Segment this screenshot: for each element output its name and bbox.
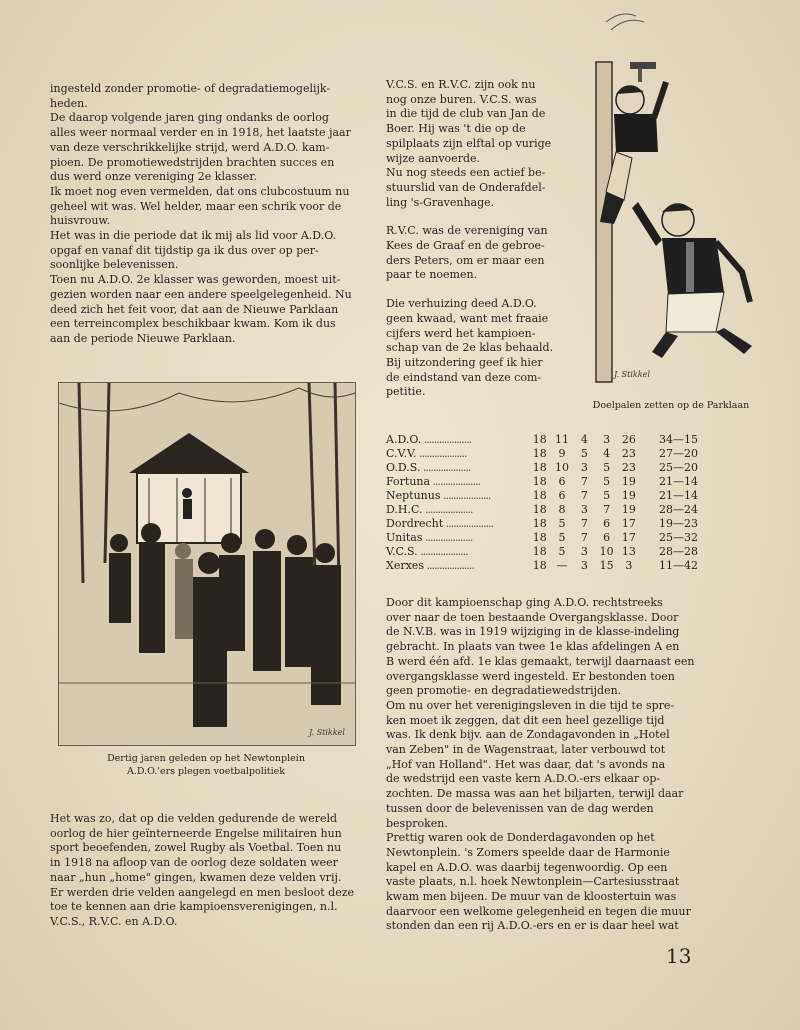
played: 18 (532, 488, 547, 502)
team-name: V.C.S. (386, 545, 418, 559)
text-line: dus werd onze vereniging 2e klasser. (50, 170, 257, 184)
points: 23 (621, 460, 636, 474)
goal-record: 11—42 (659, 559, 698, 573)
goalpost-sketch (566, 2, 776, 388)
page-number: 13 (666, 944, 692, 968)
text-line: stonden dan een rij A.D.O.-ers en er is daar heel wat (386, 919, 679, 933)
team-cell (386, 446, 529, 460)
text-line: Nu nog steeds een actief be- (386, 166, 546, 180)
leader-dots: ................... (443, 517, 494, 531)
text-line: in die tijd de club van Jan de (386, 107, 546, 121)
goal-record: 21—14 (659, 488, 698, 502)
text-line: in 1918 na afloop van de oorlog deze soldaten weer (50, 856, 338, 870)
text-line: naar „hun „home" gingen, kwamen deze velden vrij. (50, 870, 342, 884)
goal-record: 27—20 (659, 446, 698, 460)
drawn: 4 (580, 432, 588, 446)
text-line: Het was in die periode dat ik mij als lid voor A.D.O. (50, 229, 337, 243)
text-line: gebracht. In plaats van twee 1e klas afdelingen A en (386, 640, 680, 654)
team-name: D.H.C. (386, 503, 423, 517)
text-line: geen promotie- en degradatiewedstrijden. (386, 684, 622, 698)
leader-dots: ................... (420, 460, 471, 474)
standings-row (386, 517, 698, 531)
leader-dots: ................... (440, 488, 491, 502)
text-line: Toen nu A.D.O. 2e klasser was geworden, moest uit- (50, 273, 341, 287)
text-line: Die verhuizing deed A.D.O. (386, 297, 537, 311)
text-line: ders Peters, om er maar een (386, 253, 545, 267)
won: 6 (558, 488, 566, 502)
text-line: wijze aanvoerde. (386, 151, 480, 165)
points: 17 (621, 517, 636, 531)
text-line: toe te kennen aan drie kampioensverenigingen, n.l. (50, 900, 338, 914)
drawn: 7 (580, 517, 588, 531)
goalpost-drawing (566, 2, 776, 388)
team-cell (386, 545, 529, 559)
won: 11 (555, 432, 570, 446)
team-name: O.D.S. (386, 460, 421, 474)
team-cell (386, 460, 529, 474)
won: — (556, 559, 568, 573)
text-line: opgaf en vanaf dit tijdstip ga ik dus over op per- (50, 243, 319, 257)
team-cell (386, 488, 529, 502)
played: 18 (532, 474, 547, 488)
text-line: sport beoefenden, zowel Rugby als Voetbal. Toen nu (50, 841, 342, 855)
caption-line: Dertig jaren geleden op het Newtonplein (107, 753, 305, 764)
played: 18 (532, 545, 547, 559)
leader-dots: ................... (417, 545, 468, 559)
text-line: kapel en A.D.O. was daarbij tegenwoordig. Op een (386, 860, 668, 874)
text-line: De daarop volgende jaren ging ondanks de oorlog (50, 111, 329, 125)
text-line: Prettig waren ook de Donderdagavonden op het (386, 831, 655, 845)
text-line: petitie. (386, 385, 426, 399)
text-line: de wedstrijd een vaste kern A.D.O.-ers elkaar op- (386, 772, 661, 786)
text-line: heden. (50, 96, 88, 110)
standings-table (386, 432, 698, 573)
text-line: paar te noemen. (386, 268, 478, 282)
team-name: A.D.O. (386, 432, 422, 446)
won: 5 (558, 545, 566, 559)
leader-dots: ................... (416, 446, 467, 460)
won: 9 (558, 446, 566, 460)
team-cell (386, 531, 529, 545)
standings-row (386, 545, 698, 559)
lost: 5 (603, 488, 611, 502)
goal-record: 28—28 (659, 545, 698, 559)
text-line: de eindstand van deze com- (386, 370, 542, 384)
points: 19 (621, 488, 636, 502)
text-line: Bij uitzondering geef ik hier (386, 355, 543, 369)
text-line: besproken. (386, 816, 448, 830)
text-line: ling 's-Gravenhage. (386, 195, 495, 209)
standings-row (386, 432, 698, 446)
drawn: 3 (580, 559, 588, 573)
team-name: Neptunus (386, 488, 441, 502)
played: 18 (532, 446, 547, 460)
lost: 15 (599, 559, 614, 573)
won: 8 (558, 503, 566, 517)
text-line: tussen door de belevenissen van de dag werden (386, 801, 654, 815)
drawn: 5 (580, 446, 588, 460)
text-line: geen kwaad, want met fraaie (386, 311, 549, 325)
text-line: soonlijke belevenissen. (50, 258, 179, 272)
points: 13 (621, 545, 636, 559)
goal-record: 21—14 (659, 474, 698, 488)
drawn: 7 (580, 531, 588, 545)
club-life-paragraphs (386, 596, 698, 934)
text-line: R.V.C. was de vereniging van (386, 224, 548, 238)
text-line: over naar de toen bestaande Overgangsklasse. Door (386, 610, 679, 624)
fields-paragraph (50, 812, 358, 930)
lost: 4 (603, 446, 611, 460)
text-line: alles weer normaal verder en in 1918, het laatste jaar (50, 126, 351, 140)
drawn: 7 (580, 488, 588, 502)
played: 18 (532, 432, 547, 446)
team-name: C.V.V. (386, 446, 417, 460)
points: 26 (621, 432, 636, 446)
played: 18 (532, 559, 547, 573)
lost: 7 (603, 503, 611, 517)
text-line: een terreincomplex beschikbaar kwam. Kom ik dus (50, 317, 336, 331)
leader-dots: ................... (421, 432, 472, 446)
played: 18 (532, 517, 547, 531)
team-name: Xerxes (386, 559, 424, 573)
text-line: van deze verschrikkelijke strijd, werd A.D.O. kam- (50, 140, 330, 154)
text-line: Boer. Hij was 't die op de (386, 122, 526, 136)
lost: 6 (603, 517, 611, 531)
lost: 6 (603, 531, 611, 545)
lost: 3 (603, 432, 611, 446)
points: 3 (625, 559, 633, 573)
won: 10 (555, 460, 570, 474)
text-line: kwam men bijeen. De muur van de kloostertuin was (386, 890, 677, 904)
drawn: 3 (580, 460, 588, 474)
drawn: 3 (580, 545, 588, 559)
lost: 5 (603, 474, 611, 488)
text-line: de N.V.B. was in 1919 wijziging in de klasse-indeling (386, 625, 680, 639)
team-name: Dordrecht (386, 517, 444, 531)
sketch-caption: Doelpalen zetten op de Parklaan (592, 400, 750, 411)
text-line: was. Ik denk bijv. aan de Zondagavonden in „Hotel (386, 728, 670, 742)
played: 18 (532, 531, 547, 545)
text-line: overgangsklasse werd ingesteld. Er bestonden toen (386, 669, 675, 683)
text-line: daarvoor een welkome gelegenheid en tegen die muur (386, 904, 691, 918)
team-cell (386, 474, 529, 488)
text-line: aan de periode Nieuwe Parklaan. (50, 331, 236, 345)
text-line: V.C.S. en R.V.C. zijn ook nu (386, 78, 536, 91)
text-line: oorlog de hier geïnterneerde Engelse militairen hun (50, 826, 342, 840)
goal-record: 25—20 (659, 460, 698, 474)
standings-row (386, 474, 698, 488)
team-name: Fortuna (386, 474, 431, 488)
team-name: Unitas (386, 531, 423, 545)
neighbours-paragraphs (386, 78, 558, 400)
team-cell (386, 559, 529, 573)
text-line: spilplaats zijn elftal op vurige (386, 136, 552, 150)
text-line: geheel wit was. Wel helder, maar een schrik voor de (50, 199, 342, 213)
team-cell (386, 517, 529, 531)
text-line: B werd één afd. 1e klas gemaakt, terwijl daarnaast een (386, 654, 695, 668)
intro-paragraphs (50, 82, 358, 347)
lost: 5 (603, 460, 611, 474)
team-cell (386, 502, 529, 516)
standings-row (386, 446, 698, 460)
points: 19 (621, 503, 636, 517)
illustration-caption (58, 752, 354, 778)
played: 18 (532, 460, 547, 474)
played: 18 (532, 503, 547, 517)
text-line: Ik moet nog even vermelden, dat ons clubcostuum nu (50, 184, 350, 198)
standings-row (386, 531, 698, 545)
won: 5 (558, 531, 566, 545)
text-line: Newtonplein. 's Zomers speelde daar de Harmonie (386, 845, 670, 859)
text-line: Kees de Graaf en de gebroe- (386, 239, 545, 253)
text-line: van Zeben" in de Wagenstraat, later verbouwd tot (386, 743, 666, 757)
text-line: Door dit kampioenschap ging A.D.O. rechtstreeks (386, 596, 663, 609)
text-line: gezien worden naar een andere speelgelegenheid. Nu (50, 287, 352, 301)
text-line: Er werden drie velden aangelegd en men besloot deze (50, 885, 355, 899)
text-line: nog onze buren. V.C.S. was (386, 92, 537, 106)
won: 6 (558, 474, 566, 488)
text-line: ken moet ik zeggen, dat dit een heel gezellige tijd (386, 713, 665, 727)
goal-record: 19—23 (659, 517, 698, 531)
drawn: 3 (580, 503, 588, 517)
points: 19 (621, 474, 636, 488)
drawn: 7 (580, 474, 588, 488)
goal-record: 34—15 (659, 432, 698, 446)
leader-dots: ................... (423, 559, 474, 573)
text-line: cijfers werd het kampioen- (386, 326, 536, 340)
text-line: zochten. De massa was aan het biljarten, terwijl daar (386, 787, 684, 801)
standings-row (386, 502, 698, 516)
text-line: schap van de 2e klas behaald. (386, 341, 554, 355)
leader-dots: ................... (430, 474, 480, 488)
caption-line: A.D.O.'ers plegen voetbalpolitiek (126, 766, 286, 777)
illustration-signature: J. Stikkel (309, 728, 345, 737)
text-line: stuurslid van de Onderafdel- (386, 180, 546, 194)
points: 23 (621, 446, 636, 460)
points: 17 (621, 531, 636, 545)
text-line: Het was zo, dat op die velden gedurende de wereld (50, 812, 338, 825)
standings-row (386, 488, 698, 502)
text-line: pioen. De promotiewedstrijden brachten succes en (50, 155, 335, 169)
goal-record: 25—32 (659, 531, 698, 545)
text-line: Om nu over het verenigingsleven in die tijd te spre- (386, 698, 675, 712)
newtonplein-illustration (58, 382, 356, 746)
text-line: vaste plaats, n.l. hoek Newtonplein—Cartesiusstraat (386, 875, 680, 889)
won: 5 (558, 517, 566, 531)
standings-row (386, 559, 698, 573)
leader-dots: ................... (422, 503, 473, 517)
goal-record: 28—24 (659, 503, 698, 517)
text-line: deed zich het feit voor, dat aan de Nieuwe Parklaan (50, 302, 339, 316)
crowd-drawing (59, 383, 355, 745)
text-line: „Hof van Holland". Het was daar, dat 's avonds na (386, 757, 666, 771)
lost: 10 (599, 545, 614, 559)
text-line: huisvrouw. (50, 214, 111, 228)
text-line: ingesteld zonder promotie- of degradatiemogelijk- (50, 82, 331, 95)
artist-signature: J. Stikkel (614, 370, 650, 379)
leader-dots: ................... (422, 531, 473, 545)
team-cell (386, 432, 529, 446)
standings-row (386, 460, 698, 474)
text-line: V.C.S., R.V.C. en A.D.O. (50, 914, 178, 928)
